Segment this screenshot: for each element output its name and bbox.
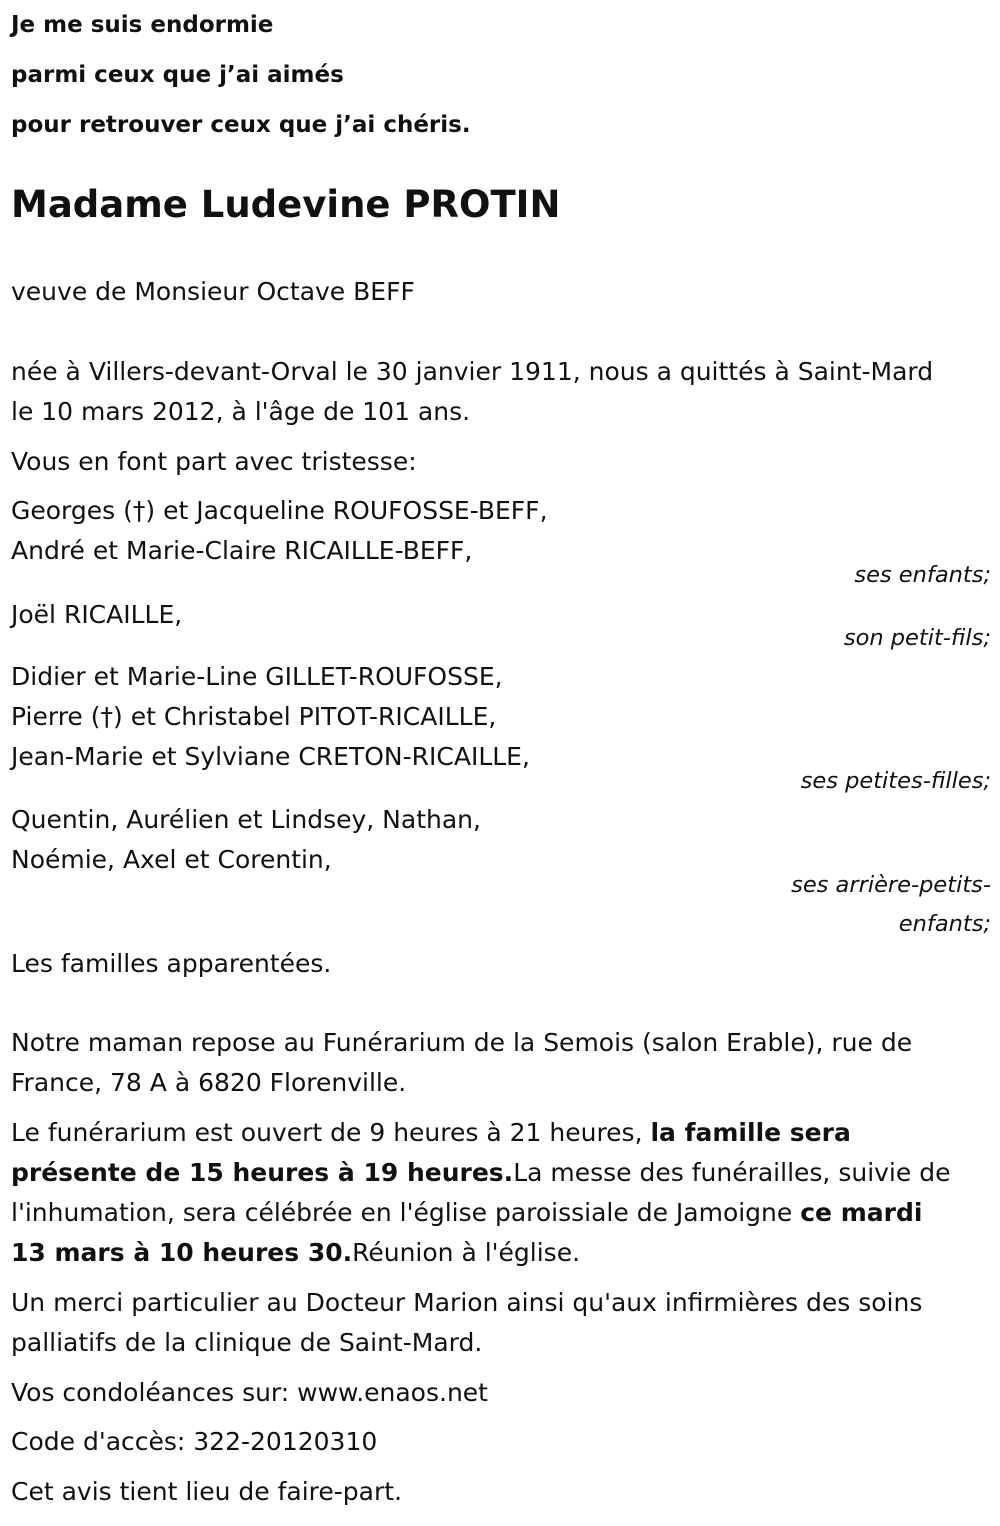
family-member: Didier et Marie-Line GILLET-ROUFOSSE, xyxy=(11,662,503,691)
visiting-hours-text: Le funérarium est ouvert de 9 heures à 21 heures, xyxy=(11,1118,651,1147)
birth-death-line-1: née à Villers-devant-Orval le 30 janvier 1911, nous a quittés à Saint-Mard xyxy=(11,357,934,386)
family-role-grandson: son petit-fils; xyxy=(843,625,991,651)
visiting-line-3 xyxy=(11,1193,991,1233)
family-presence-text: la famille sera xyxy=(650,1118,851,1147)
funeral-mass-text: La messe des funérailles, suivie de xyxy=(513,1158,951,1187)
burial-text: l'inhumation, sera célébrée en l'église paroissiale de Jamoigne xyxy=(11,1198,801,1227)
family-presence-hours: présente de 15 heures à 19 heures. xyxy=(11,1158,514,1187)
poem-line-1: Je me suis endormie xyxy=(11,12,274,38)
poem-line-2: parmi ceux que j’ai aimés xyxy=(11,62,344,88)
family-member: Quentin, Aurélien et Lindsey, Nathan, xyxy=(11,805,481,834)
closing-note: Cet avis tient lieu de faire-part. xyxy=(11,1477,403,1506)
thanks-line-1: Un merci particulier au Docteur Marion ainsi qu'aux infirmières des soins xyxy=(11,1288,923,1317)
birth-death-line-2: le 10 mars 2012, à l'âge de 101 ans. xyxy=(11,397,471,426)
gathering-text: Réunion à l'église. xyxy=(352,1238,581,1267)
rest-place-line-1: Notre maman repose au Funérarium de la Semois (salon Erable), rue de xyxy=(11,1028,913,1057)
family-member: Jean-Marie et Sylviane CRETON-RICAILLE, xyxy=(11,742,530,771)
visiting-line-1 xyxy=(11,1113,991,1153)
family-role-granddaughters: ses petites-filles; xyxy=(800,768,991,794)
family-member: André et Marie-Claire RICAILLE-BEFF, xyxy=(11,536,473,565)
visiting-line-2 xyxy=(11,1153,991,1193)
spouse-line: veuve de Monsieur Octave BEFF xyxy=(11,277,415,306)
condolences-link-text: Vos condoléances sur: www.enaos.net xyxy=(11,1378,488,1407)
funeral-day: ce mardi xyxy=(800,1198,923,1227)
poem-line-3: pour retrouver ceux que j’ai chéris. xyxy=(11,112,471,138)
deceased-name: Madame Ludevine PROTIN xyxy=(11,183,561,226)
announcement-intro: Vous en font part avec tristesse: xyxy=(11,447,417,476)
visiting-line-4 xyxy=(11,1233,991,1273)
thanks-line-2: palliatifs de la clinique de Saint-Mard. xyxy=(11,1328,483,1357)
family-role-great-grandchildren-line-2: enfants; xyxy=(898,911,991,937)
related-families: Les familles apparentées. xyxy=(11,949,332,978)
rest-place-line-2: France, 78 A à 6820 Florenville. xyxy=(11,1068,407,1097)
family-member: Pierre (†) et Christabel PITOT-RICAILLE, xyxy=(11,702,497,731)
family-member: Noémie, Axel et Corentin, xyxy=(11,845,332,874)
family-member: Joël RICAILLE, xyxy=(11,600,183,629)
funeral-date-time: 13 mars à 10 heures 30. xyxy=(11,1238,353,1267)
family-role-great-grandchildren-line-1: ses arrière-petits- xyxy=(791,872,991,898)
access-code: Code d'accès: 322-20120310 xyxy=(11,1427,378,1456)
family-member: Georges (†) et Jacqueline ROUFOSSE-BEFF, xyxy=(11,496,548,525)
family-role-children: ses enfants; xyxy=(854,562,991,588)
